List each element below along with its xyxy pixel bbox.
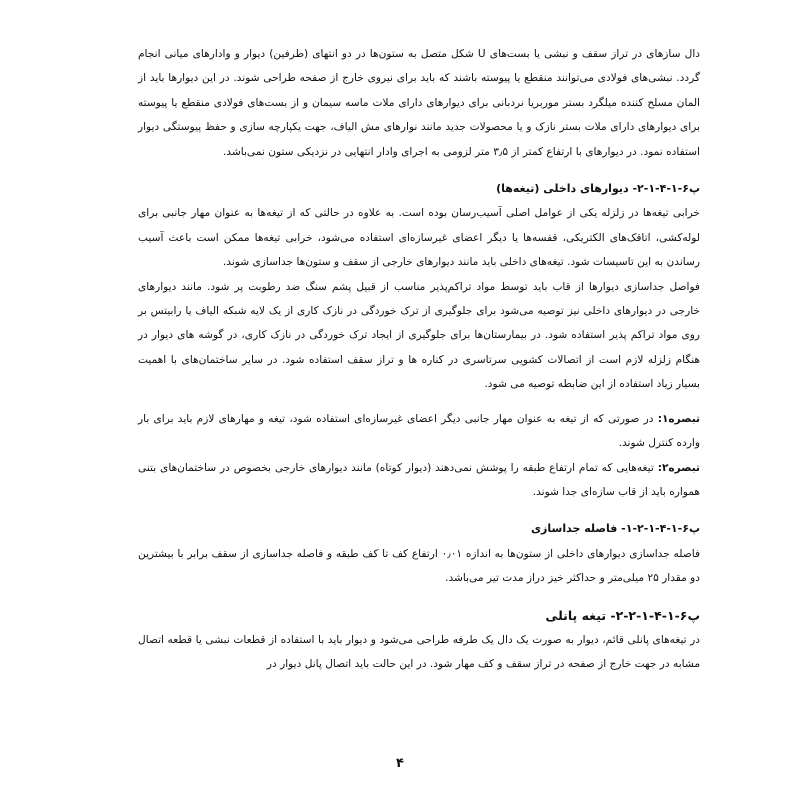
note-2-label: تبصره۲: (657, 461, 700, 474)
panel-partition-paragraph: در تیغه‌های پانلی قائم، دیوار به صورت یک دال یک طرفه طراحی می‌شود و دیوار باید با استفاده از قطعات نبشی یا قطعه اتصال مشابه در جهت خارج از صفحه در تراز سقف و کف مهار شود. در این حالت باید اتصال پانل دیوار در (138, 633, 700, 671)
intro-paragraph: دال سازهای در تراز سقف و نبشی یا بست‌های U شکل متصل به ستون‌ها در دو انتهای (طرفین) دیوار و وادارهای میانی انجام گردد. نبشی‌های فولادی می‌توانند منقطع یا پیوسته باشند که باید برای نیروی خارج از صفحه طراحی شوند. در این دیوارها باید از المان مسلح کننده میلگرد بستر موربریا نردبانی برای دیوارهای دارای ملات ماسه سیمان و از بست‌های فولادی منقطع یا پیوسته برای دیوارهای دارای ملات بستر نازک و یا محصولات جدید مانند نوارهای مش الیاف، جهت یکپارچه سازی و حفظ پیوستگی دیوار استفاده نمود. در دیوارهای با ارتفاع کمتر از ۳٫۵ متر لزومی به اجرای وادار انتهایی در نزدیکی ستون نمی‌باشد. (138, 48, 700, 158)
page-number: ۴ (396, 756, 404, 771)
note-1-text: در صورتی که از تیغه به عنوان مهار جانبی دیگر اعضای غیرسازه‌ای استفاده شود، تیغه و مهارهای لازم باید برای بار وارده کنترل شوند. (138, 412, 700, 450)
internal-walls-heading: پ۶-۱-۴-۱-۲- دیوارهای داخلی (تیغه‌ها) (496, 182, 700, 196)
note-2-text: تیغه‌هایی که تمام ارتفاع طبقه را پوشش نمی‌دهند (دیوار کوتاه) مانند دیوارهای خارجی بخصوص در ساختمان‌های بتنی همواره باید از قاب سازه‌ای جدا شوند. (138, 461, 700, 498)
separation-paragraph: فاصله جداسازی دیوارهای داخلی از ستون‌ها به اندازه ۰٫۰۱ ارتفاع کف تا کف طبقه و فاصله جداسازی از سقف برابر با بیشترین دو مقدار ۲۵ میلی‌متر و حداکثر خیز دراز مدت تیر می‌باشد. (138, 547, 701, 585)
note-2 (138, 456, 700, 505)
document-page (138, 42, 700, 677)
note-1-label: تبصره۱: (657, 412, 700, 425)
separation-heading: پ۶-۱-۴-۱-۲-۱- فاصله جداسازی (530, 522, 700, 536)
note-1 (138, 407, 700, 456)
panel-partition-heading: پ۶-۱-۴-۱-۲-۲- تیغه پانلی (545, 607, 700, 623)
internal-walls-paragraph-2: فواصل جداسازی دیوارها از قاب باید توسط مواد تراکم‌پذیر مناسب از قبیل پشم سنگ ضد رطوبت پر شود. مانند دیوارهای خارجی در دیوارهای داخلی نیز توصیه می‌شود برای جلوگیری از ترک خوردگی در نازک کاری از یک لایه شبکه الیاف یا رابیتس بر روی مواد تراکم پذیر استفاده شود. در بیمارستان‌ها برای جلوگیری از ایجاد ترک خوردگی در نازک کاری، در گوشه های دیوار در هنگام زلزله لازم است از اتصالات کشویی سرتاسری در کناره ها و تراز سقف استفاده شود. در سایر ساختمان‌های با اهمیت بسیار زیاد استفاده از این ضابطه توصیه می شود. (138, 280, 700, 391)
internal-walls-paragraph-1: خرابی تیغه‌ها در زلزله یکی از عوامل اصلی آسیب‌رسان بوده است. به علاوه در حالتی که از تیغه‌ها به عنوان مهار جانبی برای لوله‌کشی، اتاقک‌های الکتریکی، قفسه‌ها یا دیگر اعضای غیرسازه‌ای استفاده می‌شود، خرابی تیغه‌ها ممکن است باعث آسیب رساندن به این تاسیسات شود. تیغه‌های داخلی باید مانند دیوارهای خارجی از سقف و ستون‌ها جداسازی شوند. (138, 207, 700, 269)
